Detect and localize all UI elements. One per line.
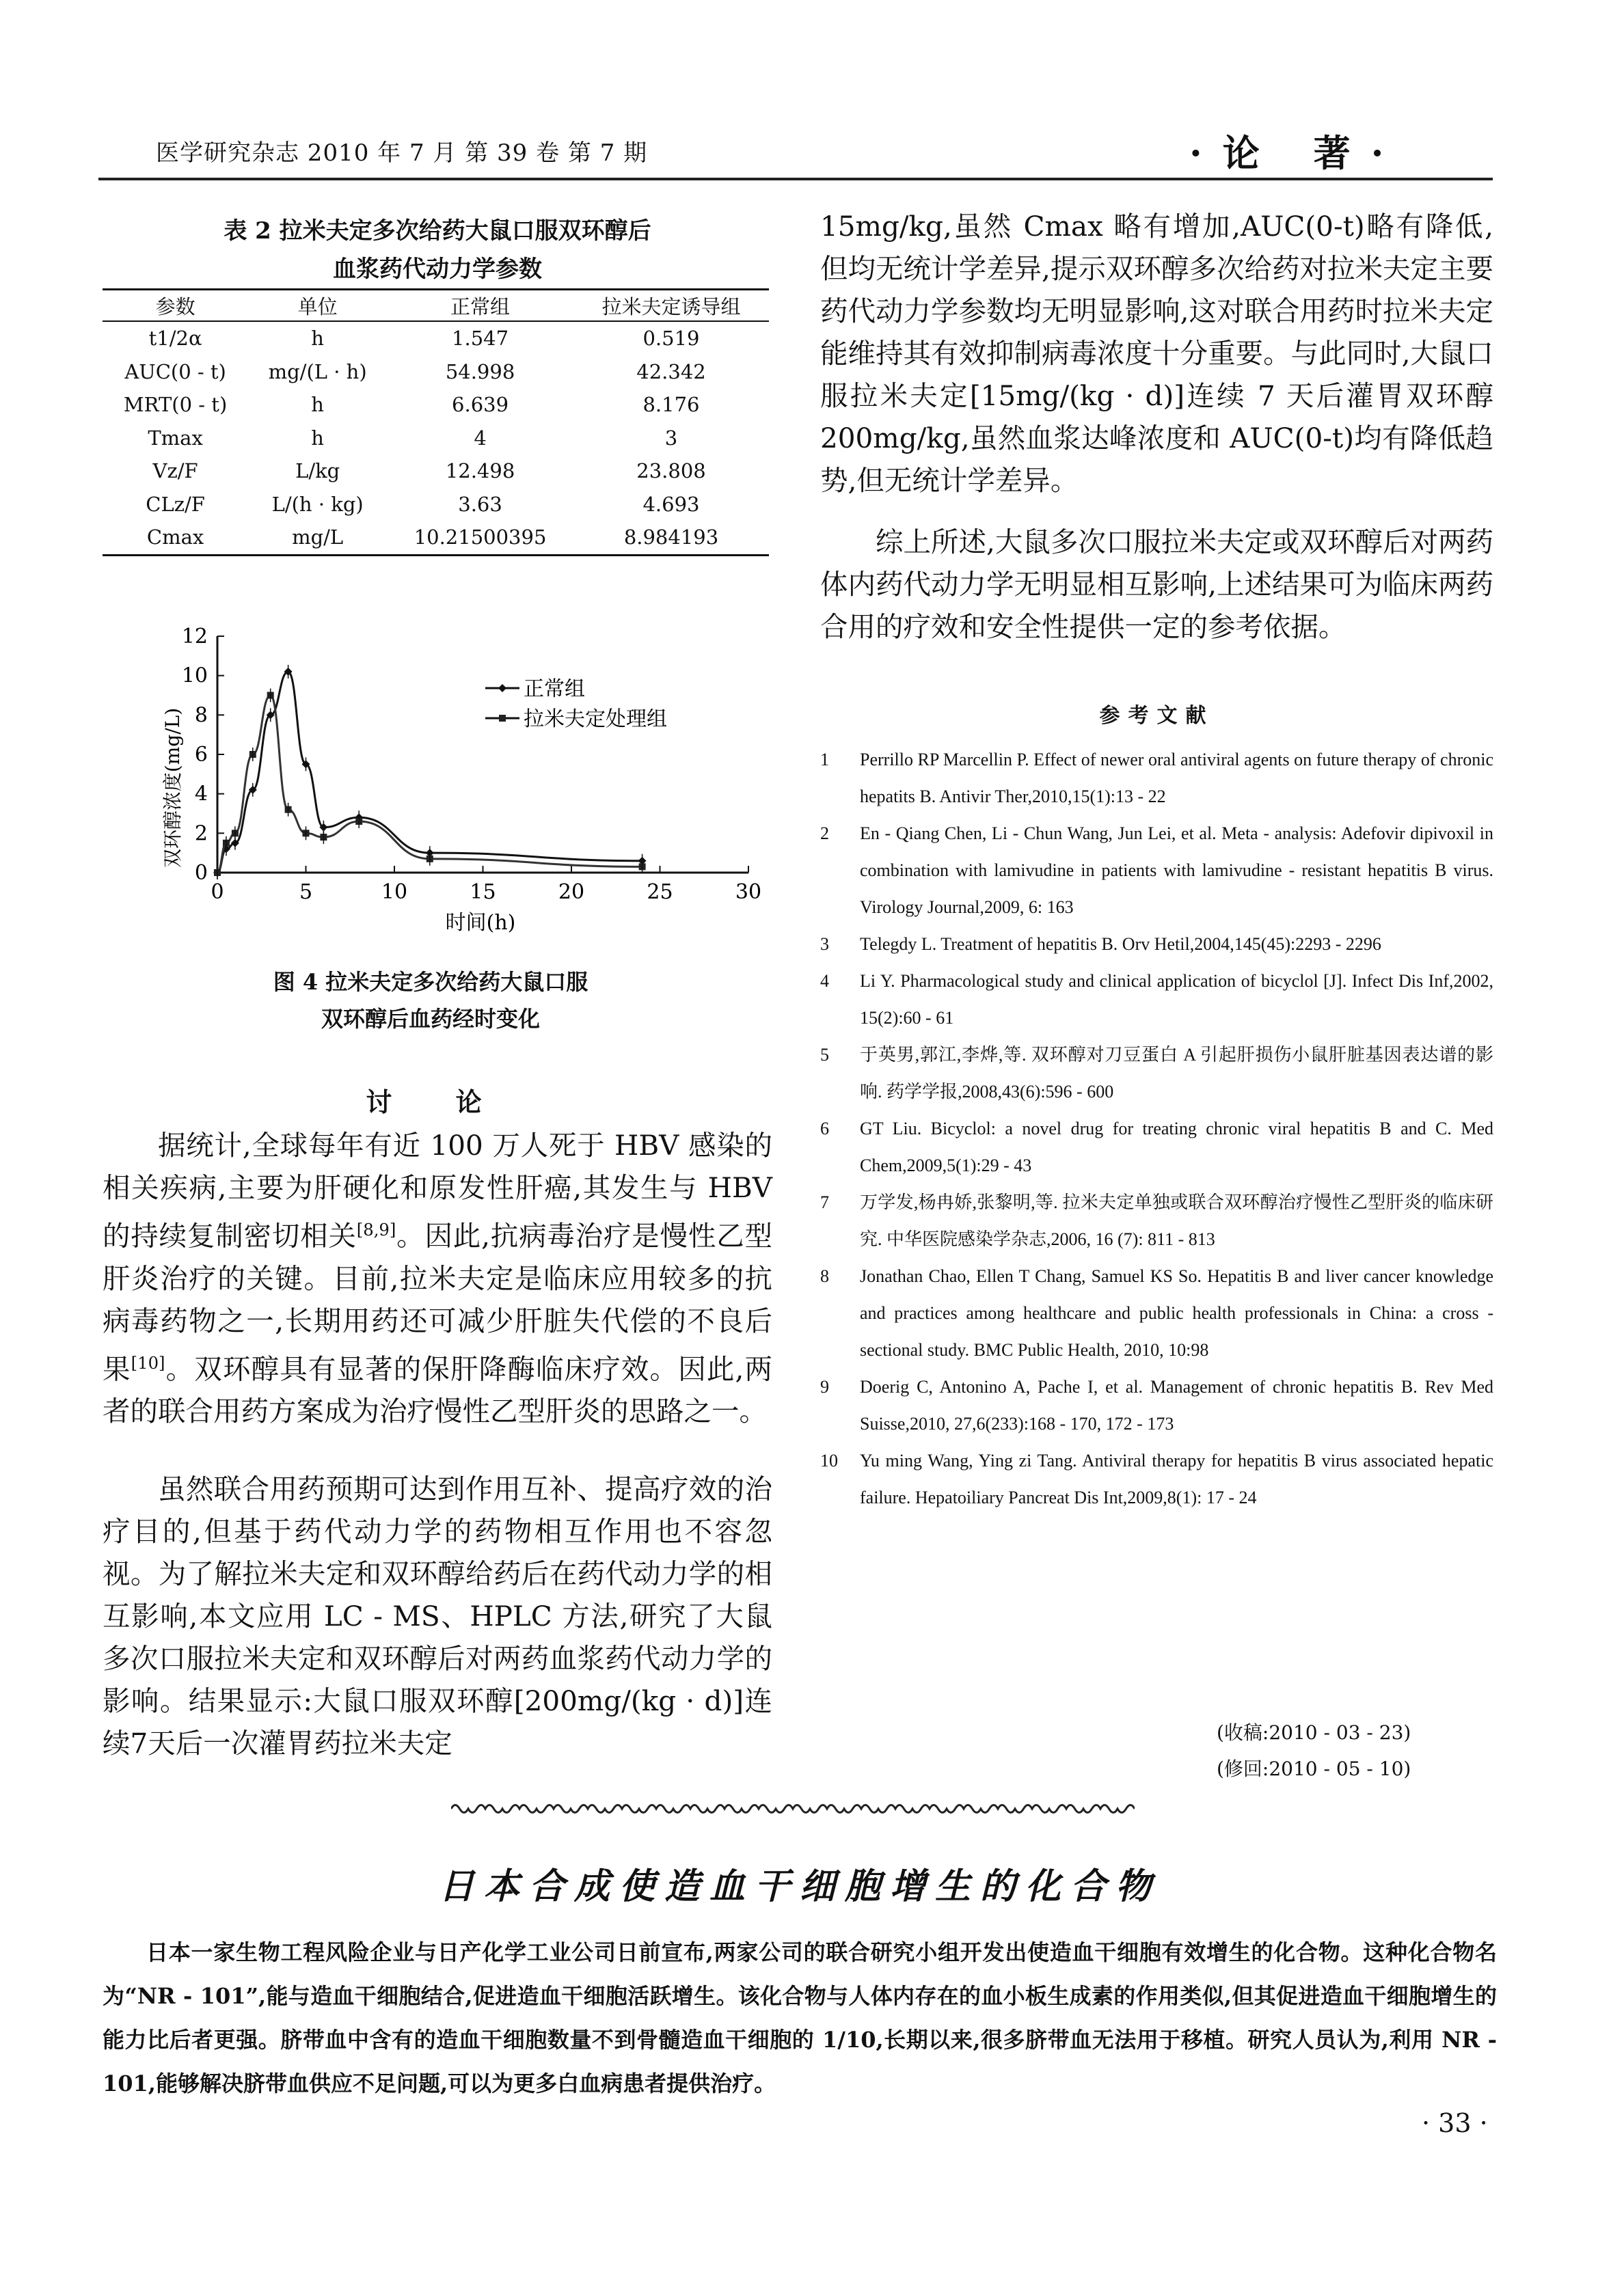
- y-tick-label: 8: [194, 703, 208, 728]
- citation: [10]: [131, 1352, 165, 1373]
- figure-caption-line1: 图 4 拉米夫定多次给药大鼠口服: [273, 969, 588, 995]
- table-cell: CLz/F: [146, 492, 205, 516]
- journal-info: 医学研究杂志 2010 年 7 月 第 39 卷 第 7 期: [156, 139, 648, 167]
- table-header-cell: 正常组: [387, 290, 573, 322]
- x-tick-label: 30: [735, 880, 762, 904]
- reference-item: [820, 1258, 1493, 1369]
- concentration-time-chart: [103, 618, 779, 964]
- reference-number: 1: [820, 750, 829, 769]
- table-cell: 8.176: [642, 393, 700, 417]
- y-axis-label: 双环醇浓度(mg/L): [161, 707, 184, 869]
- received-date: (收稿:2010 - 03 - 23): [1217, 1721, 1411, 1744]
- table-cell: MRT(0 - t): [123, 393, 228, 417]
- discussion-title: 讨 论: [366, 1086, 509, 1117]
- table-row: [103, 454, 769, 488]
- table-cell: t1/2α: [148, 327, 202, 351]
- table-cell: 4: [474, 426, 487, 450]
- table-cell: mg/(L · h): [268, 359, 367, 383]
- reference-text: GT Liu. Bicyclol: a novel drug for treating chronic viral hepatitis B and C. Med Chem,2009,5(1):29 - 43: [860, 1119, 1493, 1175]
- reference-item: [820, 1184, 1493, 1258]
- y-tick-label: 12: [181, 625, 208, 648]
- reference-text: Perrillo RP Marcellin P. Effect of newer oral antiviral agents on future therapy of chronic hepatits B. Antivir Ther,2010,15(1):13 - 22: [860, 750, 1493, 806]
- section-label: ·论 著·: [1189, 131, 1405, 175]
- reference-item: [820, 1443, 1493, 1516]
- table-cell: h: [311, 393, 324, 417]
- table-caption-line1: 表 2 拉米夫定多次给药大鼠口服双环醇后: [224, 217, 651, 245]
- y-tick-label: 4: [194, 782, 208, 806]
- reference-text: En - Qiang Chen, Li - Chun Wang, Jun Lei, et al. Meta - analysis: Adefovir dipivoxil in combination with lamivudine in patients with lamivudine - resistant hepatitis B virus. Virology Journal,2009, 6: 163: [860, 823, 1493, 917]
- table-cell: mg/L: [248, 521, 387, 555]
- x-tick-label: 5: [299, 880, 313, 904]
- table-cell: 0.519: [642, 327, 700, 351]
- table-cell: 4.693: [642, 492, 700, 516]
- revised-date: (修回:2010 - 05 - 10): [1217, 1758, 1411, 1780]
- x-tick-label: 10: [381, 880, 408, 904]
- table-cell: AUC(0 - t): [124, 359, 226, 383]
- x-tick-label: 20: [558, 880, 585, 904]
- table-cell: 42.342: [636, 359, 706, 383]
- table-cell: 8.984193: [573, 521, 769, 555]
- reference-number: 8: [820, 1266, 829, 1286]
- discussion-p1-text-b: 。因此,抗病毒治疗是慢性乙型肝炎治疗的关键。目前,拉米夫定是临床应用较多的抗病毒药物之一,长期用药还可减少肝脏失代偿的不良后果: [103, 1219, 773, 1385]
- y-tick-label: 10: [181, 664, 208, 688]
- table-cell: 12.498: [445, 459, 515, 483]
- reference-text: 于英男,郭江,李烨,等. 双环醇对刀豆蛋白 A 引起肝损伤小鼠肝脏基因表达谱的影响. 药学学报,2008,43(6):596 - 600: [860, 1045, 1493, 1102]
- reference-number: 10: [820, 1451, 838, 1471]
- reference-text: Telegdy L. Treatment of hepatitis B. Orv Hetil,2004,145(45):2293 - 2296: [860, 934, 1381, 954]
- table-cell: 6.639: [452, 393, 509, 417]
- reference-number: 3: [820, 934, 829, 954]
- table-row: [103, 488, 769, 521]
- table-cell: 1.547: [452, 327, 509, 351]
- table-header-cell: 单位: [248, 290, 387, 322]
- table-cell: h: [311, 327, 324, 351]
- table-caption-line2: 血浆药代动力学参数: [333, 256, 542, 283]
- discussion-p1-text-c: 。双环醇具有显著的保肝降酶临床疗效。因此,两者的联合用药方案成为治疗慢性乙型肝炎的思路之一。: [103, 1352, 772, 1427]
- reference-number: 9: [820, 1377, 829, 1397]
- y-tick-label: 6: [194, 743, 208, 767]
- x-axis-label: 时间(h): [445, 911, 516, 935]
- x-tick-label: 0: [211, 880, 224, 904]
- reference-item: [820, 1110, 1493, 1184]
- table-cell: Cmax: [103, 521, 248, 555]
- summary-paragraph: 综上所述,大鼠多次口服拉米夫定或双环醇后对两药体内药代动力学无明显相互影响,上述结果可为临床两药合用的疗效和安全性提供一定的参考依据。: [820, 525, 1493, 643]
- reference-item: [820, 815, 1493, 926]
- table-row: [103, 521, 769, 555]
- table-cell: L/(h · kg): [271, 492, 364, 516]
- reference-number: 7: [820, 1192, 829, 1212]
- news-body: 日本一家生物工程风险企业与日产化学工业公司日前宣布,两家公司的联合研究小组开发出使造血干细胞有效增生的化合物。这种化合物名为“NR - 101”,能与造血干细胞结合,促进造血干细胞活跃增生。该化合物与人体内存在的血小板生成素的作用类似,但其促进造血干细胞增生的能力比后者更强。脐带血中含有的造血干细胞数量不到骨髓造血干细胞的 1/10,长期以来,很多脐带血无法用于移植。研究人员认为,利用 NR - 101,能够解决脐带血供应不足问题,可以为更多白血病患者提供治疗。: [103, 1939, 1497, 2096]
- reference-text: Jonathan Chao, Ellen T Chang, Samuel KS So. Hepatitis B and liver cancer knowledge and practices among healthcare and public health professionals in China: a cross - sectional study. BMC Public Health, 2010, 10:98: [860, 1266, 1493, 1360]
- x-tick-label: 15: [470, 880, 496, 904]
- reference-number: 6: [820, 1119, 829, 1138]
- page-number: · 33 ·: [1422, 2108, 1488, 2138]
- discussion-paragraph-1: [103, 1124, 772, 1432]
- news-title: 日本合成使造血干细胞增生的化合物: [438, 1866, 1161, 1907]
- table-row: [103, 355, 769, 389]
- citation: [8,9]: [356, 1220, 396, 1240]
- table-cell: Tmax: [148, 426, 203, 450]
- reference-number: 4: [820, 971, 829, 991]
- table-row: [103, 388, 769, 422]
- table-row: [103, 422, 769, 455]
- table-header-row: [103, 290, 769, 322]
- table-cell: 54.998: [445, 359, 515, 383]
- reference-text: Yu ming Wang, Ying zi Tang. Antiviral therapy for hepatitis B virus associated hepatic failure. Hepatoiliary Pancreat Dis Int,2009,8(1): 17 - 24: [860, 1451, 1493, 1507]
- legend-label: 拉米夫定处理组: [524, 707, 667, 731]
- legend-label: 正常组: [524, 677, 585, 701]
- table-header-cell: 参数: [103, 290, 248, 322]
- y-tick-label: 2: [194, 821, 208, 846]
- reference-item: [820, 1037, 1493, 1110]
- references-list: [820, 741, 1493, 1516]
- table-cell: 23.808: [636, 459, 706, 483]
- discussion-paragraph-2: 虽然联合用药预期可达到作用互补、提高疗效的治疗目的,但基于药代动力学的药物相互作用也不容忽视。为了解拉米夫定和双环醇给药后在药代动力学的相互影响,本文应用 LC - MS、HPLC 方法,研究了大鼠多次口服拉米夫定和双环醇后对两药血浆药代动力学的影响。结果显示:大鼠口服双环醇[200mg/(kg · d)]连续7天后一次灌胃药拉米夫定: [103, 1473, 772, 1760]
- figure-caption-line2: 双环醇后血药经时变化: [321, 1006, 540, 1032]
- table-cell: L/kg: [295, 459, 340, 483]
- pk-parameters-table: [103, 288, 769, 556]
- table-cell: 10.21500395: [387, 521, 573, 555]
- reference-text: 万学发,杨冉娇,张黎明,等. 拉米夫定单独或联合双环醇治疗慢性乙型肝炎的临床研究. 中华医院感染学杂志,2006, 16 (7): 811 - 813: [860, 1192, 1493, 1249]
- x-tick-label: 25: [647, 880, 673, 904]
- reference-item: [820, 963, 1493, 1037]
- table-row: [103, 321, 769, 355]
- table-header-cell: 拉米夫定诱导组: [573, 290, 769, 322]
- legend-marker: [498, 684, 506, 692]
- reference-item: [820, 741, 1493, 815]
- header-rule: [98, 178, 1493, 180]
- reference-item: [820, 1369, 1493, 1443]
- discussion-p1-text: 据统计,全球每年有近 100 万人死于 HBV 感染的相关疾病,主要为肝硬化和原发性肝癌,其发生与 HBV 的持续复制密切相关: [103, 1129, 772, 1253]
- decorative-divider: [451, 1799, 1135, 1819]
- reference-number: 2: [820, 823, 829, 843]
- reference-item: [820, 926, 1493, 963]
- table-cell: 3: [664, 426, 678, 450]
- continued-paragraph: 15mg/kg,虽然 Cmax 略有增加,AUC(0-t)略有降低,但均无统计学差异,提示双环醇多次给药对拉米夫定主要药代动力学参数均无明显影响,这对联合用药时拉米夫定能维持其有效抑制病毒浓度十分重要。与此同时,大鼠口服拉米夫定[15mg/(kg · d)]连续 7 天后灌胃双环醇 200mg/kg,虽然血浆达峰浓度和 AUC(0-t)均有降低趋势,但无统计学差异。: [820, 210, 1493, 497]
- reference-text: Doerig C, Antonino A, Pache I, et al. Management of chronic hepatitis B. Rev Med Suisse,2010, 27,6(233):168 - 170, 172 - 173: [860, 1377, 1493, 1434]
- references-title: 参考文献: [1099, 704, 1215, 728]
- legend-marker: [499, 715, 506, 722]
- reference-number: 5: [820, 1045, 829, 1065]
- table-cell: 3.63: [458, 492, 502, 516]
- table-cell: h: [311, 426, 324, 450]
- table-cell: Vz/F: [152, 459, 198, 483]
- y-tick-label: 0: [194, 861, 208, 885]
- reference-text: Li Y. Pharmacological study and clinical application of bicyclol [J]. Infect Dis Inf,2002, 15(2):60 - 61: [860, 971, 1493, 1028]
